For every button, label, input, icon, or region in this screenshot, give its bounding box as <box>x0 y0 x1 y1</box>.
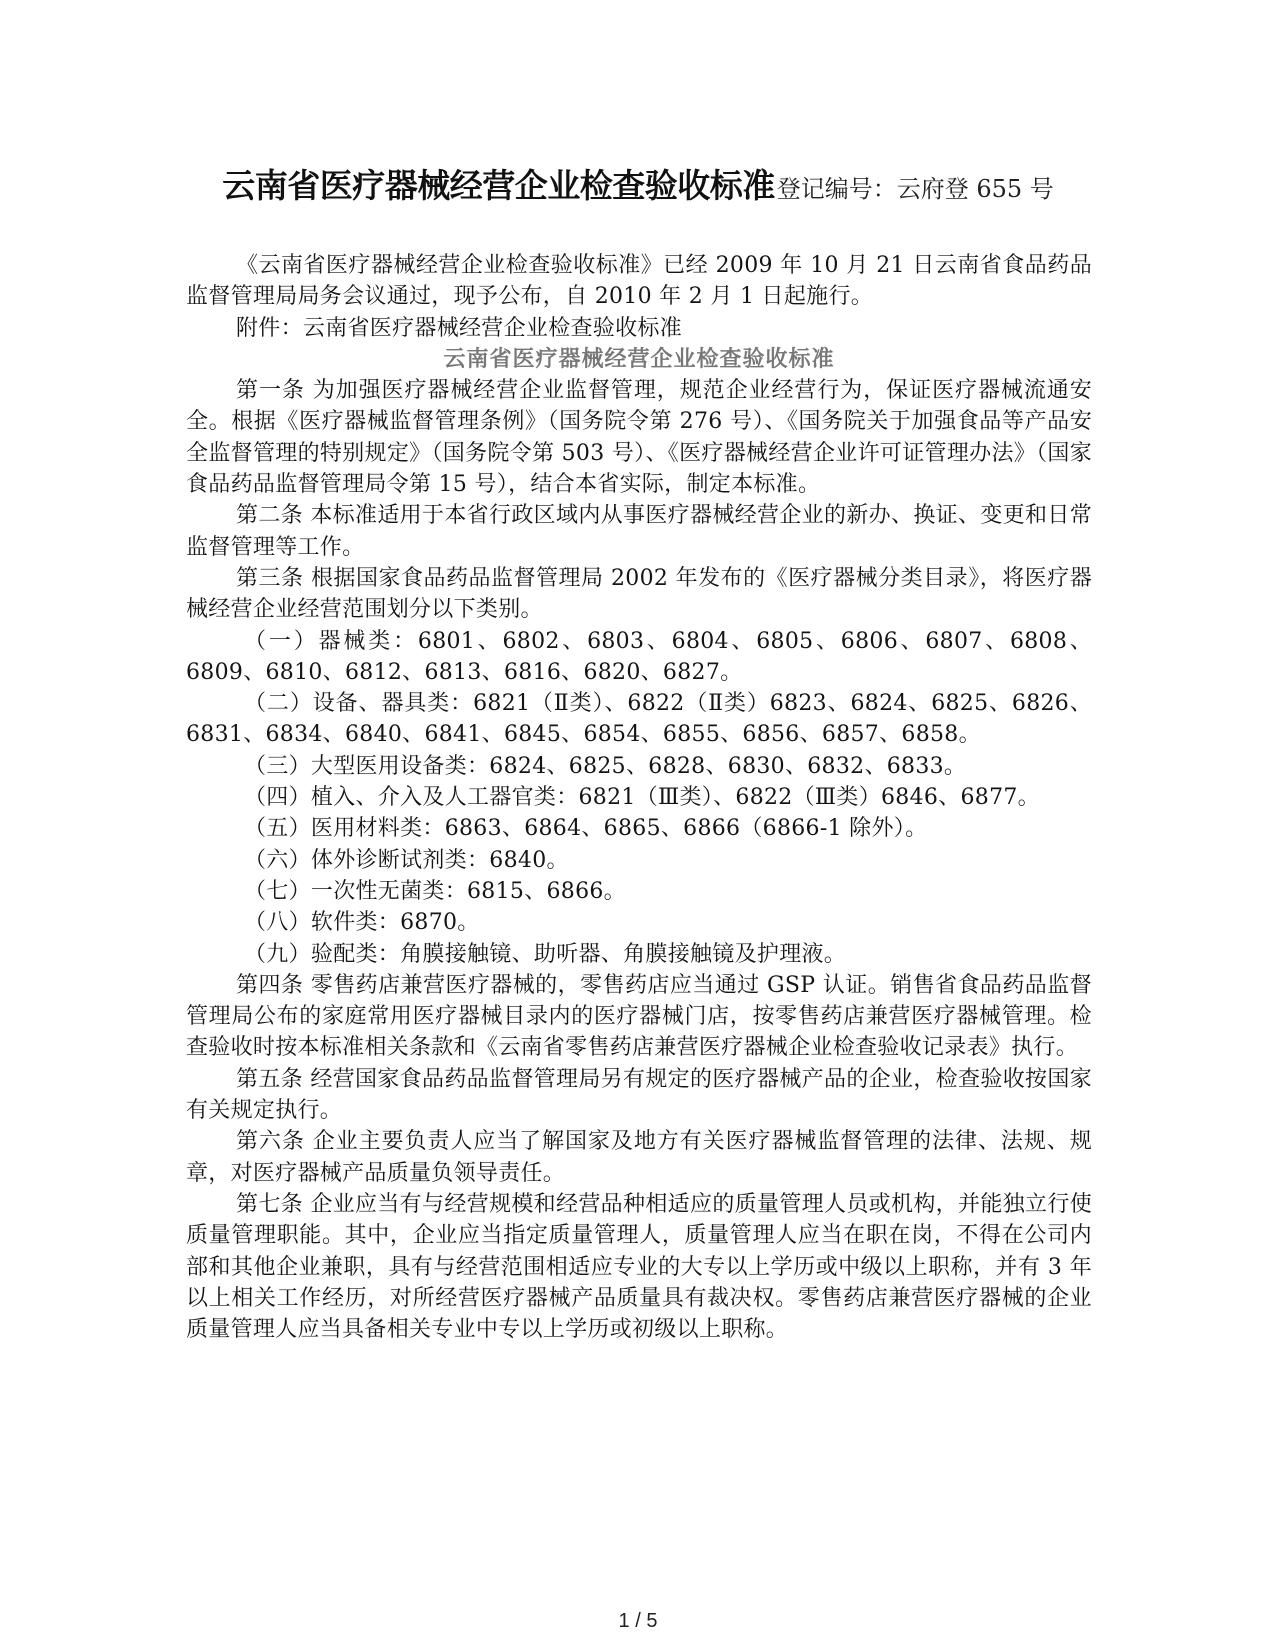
title-row <box>0 160 1276 206</box>
category-2: （二）设备、器具类：6821（Ⅱ类）、6822（Ⅱ类）6823、6824、6825、6826、6831、6834、6840、6841、6845、6854、6855、6856、6857、6858。 <box>186 691 1092 748</box>
category-8: （八）软件类：6870。 <box>244 910 480 936</box>
article-7: 第七条 企业应当有与经营规模和经营品种相适应的质量管理人员或机构，并能独立行使质量管理职能。其中，企业应当指定质量管理人，质量管理人应当在职在岗，不得在公司内部和其他企业兼职，具有与经营范围相适应专业的大专以上学历或中级以上职称，并有 3 年以上相关工作经历，对所经营医疗器械产品质量具有裁决权。零售药店兼营医疗器械的企业质量管理人应当具备相关专业中专以上学历或初级以上职称。 <box>186 1191 1092 1343</box>
article-2: 第二条 本标准适用于本省行政区域内从事医疗器械经营企业的新办、换证、变更和日常监督管理等工作。 <box>186 503 1092 560</box>
article-1: 第一条 为加强医疗器械经营企业监督管理，规范企业经营行为，保证医疗器械流通安全。根据《医疗器械监督管理条例》（国务院令第 276 号）、《国务院关于加强食品等产品安全监督管理的特别规定》（国务院令第 503 号）、《医疗器械经营企业许可证管理办法》（国家食品药品监督管理局令第 15 号），结合本省实际，制定本标准。 <box>186 378 1092 498</box>
category-1: （一）器械类：6801、6802、6803、6804、6805、6806、6807、6808、6809、6810、6812、6813、6816、6820、6827。 <box>186 628 1092 685</box>
page-number: 1 / 5 <box>618 1610 658 1632</box>
attachment-line: 附件：云南省医疗器械经营企业检查验收标准 <box>236 315 683 341</box>
article-3: 第三条 根据国家食品药品监督管理局 2002 年发布的《医疗器械分类目录》，将医疗器械经营企业经营范围划分以下类别。 <box>186 565 1092 623</box>
category-7: （七）一次性无菌类：6815、6866。 <box>244 878 626 904</box>
article-6: 第六条 企业主要负责人应当了解国家及地方有关医疗器械监督管理的法律、法规、规章，对医疗器械产品质量负领导责任。 <box>186 1129 1092 1186</box>
document-title: 云南省医疗器械经营企业检查验收标准 <box>222 166 775 205</box>
article-4: 第四条 零售药店兼营医疗器械的，零售药店应当通过 GSP 认证。销售省食品药品监督管理局公布的家庭常用医疗器械目录内的医疗器械门店，按零售药店兼营医疗器械管理。检查验收时按本标准相关条款和《云南省零售药店兼营医疗器械企业检查验收记录表》执行。 <box>186 972 1092 1061</box>
category-4: （四）植入、介入及人工器官类：6821（Ⅲ类）、6822（Ⅲ类）6846、6877。 <box>244 785 1040 811</box>
document-body <box>186 250 1092 1345</box>
category-9: （九）验配类：角膜接触镜、助听器、角膜接触镜及护理液。 <box>244 941 847 967</box>
category-6: （六）体外诊断试剂类：6840。 <box>244 847 569 873</box>
section-subtitle: 云南省医疗器械经营企业检查验收标准 <box>443 345 835 372</box>
intro-paragraph: 《云南省医疗器械经营企业检查验收标准》已经 2009 年 10 月 21 日云南省食品药品监督管理局局务会议通过，现予公布，自 2010 年 2 月 1 日起施行。 <box>186 253 1092 310</box>
category-5: （五）医用材料类：6863、6864、6865、6866（6866-1 除外）。 <box>244 816 928 842</box>
registration-number: 登记编号：云府登 655 号 <box>776 175 1054 203</box>
category-3: （三）大型医用设备类：6824、6825、6828、6830、6832、6833。 <box>244 753 967 779</box>
article-5: 第五条 经营国家食品药品监督管理局另有规定的医疗器械产品的企业，检查验收按国家有关规定执行。 <box>186 1066 1092 1124</box>
